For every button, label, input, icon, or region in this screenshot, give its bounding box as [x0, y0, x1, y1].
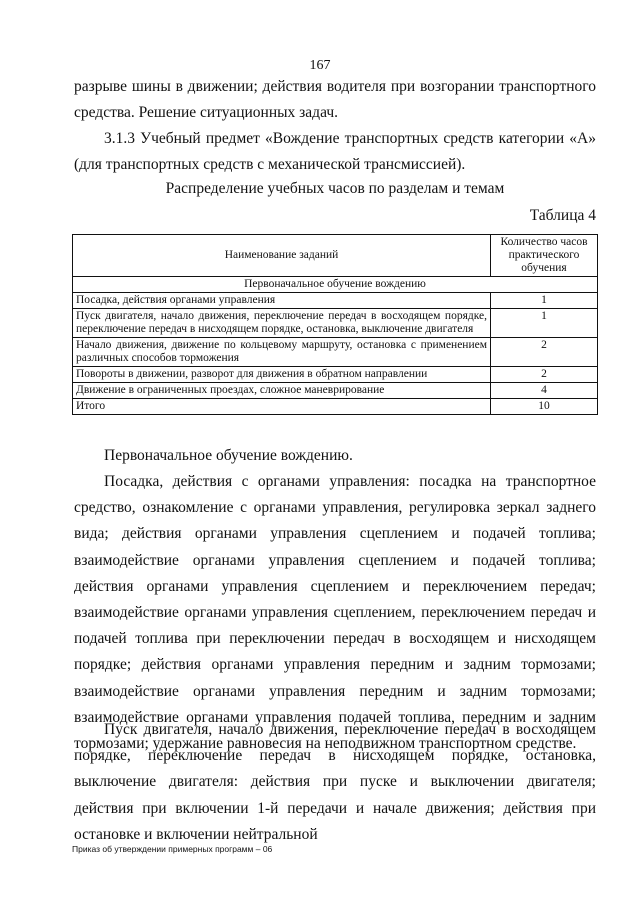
table-row — [73, 293, 598, 309]
table-total-row — [73, 399, 598, 415]
hours-table — [72, 234, 598, 415]
section-heading: Первоначальное обучение вождению. — [104, 447, 353, 464]
task-name: Начало движения, движение по кольцевому маршруту, остановка с применением различных способов торможения — [73, 338, 491, 367]
task-name: Повороты в движении, разворот для движения в обратном направлении — [73, 367, 491, 383]
table-row — [73, 367, 598, 383]
table-row — [73, 309, 598, 338]
task-hours: 1 — [491, 309, 598, 338]
table-row — [73, 383, 598, 399]
task-name: Пуск двигателя, начало движения, переключение передач в восходящем порядке, переключение передач в нисходящем порядке, остановка, выключение двигателя — [73, 309, 491, 338]
section-title: Первоначальное обучение вождению — [73, 277, 598, 293]
total-label: Итого — [73, 399, 491, 415]
body-paragraph-1: Посадка, действия с органами управления: посадка на транспортное средство, ознакомление с органами управления, регулировка зеркал заднего вида; действия органами управления сцеплением и подачей топлива; взаимодействие органами управления сцеплением и подачей топлива; действия органами управления сцеплением и переключением передач; взаимодействие органами управления сцеплением, переключением передач и подачей топлива при переключении передач в восходящем и нисходящем порядке; действия органами управления передним и задним тормозами; взаимодействие органами управления передним и задним тормозами; взаимодействие органами управления подачей топлива, передним и задним тормозами; удержание равновесия на неподвижном транспортном средстве. — [74, 473, 596, 753]
task-hours: 2 — [491, 338, 598, 367]
table-label: Таблица 4 — [529, 207, 596, 224]
task-name: Движение в ограниченных проездах, сложное маневрирование — [73, 383, 491, 399]
task-name: Посадка, действия органами управления — [73, 293, 491, 309]
task-hours: 4 — [491, 383, 598, 399]
total-hours: 10 — [491, 399, 598, 415]
header-task-name: Наименование заданий — [73, 235, 491, 277]
task-hours: 2 — [491, 367, 598, 383]
table-row — [73, 338, 598, 367]
intro-paragraph-2: 3.1.3 Учебный предмет «Вождение транспортных средств категории «A» (для транспортных средств с механической трансмиссией). — [74, 130, 596, 173]
header-hours: Количество часов практического обучения — [491, 235, 598, 277]
task-hours: 1 — [491, 293, 598, 309]
table-caption: Распределение учебных часов по разделам и темам — [165, 180, 505, 197]
intro-paragraph-1: разрыве шины в движении; действия водителя при возгорании транспортного средства. Решение ситуационных задач. — [74, 78, 596, 121]
page-footer: Приказ об утверждении примерных программ – 06 — [72, 844, 273, 854]
table-header-row — [73, 235, 598, 277]
table-section-row — [73, 277, 598, 293]
body-paragraph-2: Пуск двигателя, начало движения, переключение передач в восходящем порядке, переключение передач в нисходящем порядке, остановка, выключение двигателя: действия при пуске и выключении двигателя; действия при включении 1-й передачи и начале движения; действия при остановке и включении нейтральной — [74, 721, 596, 843]
page-number: 167 — [309, 58, 331, 73]
